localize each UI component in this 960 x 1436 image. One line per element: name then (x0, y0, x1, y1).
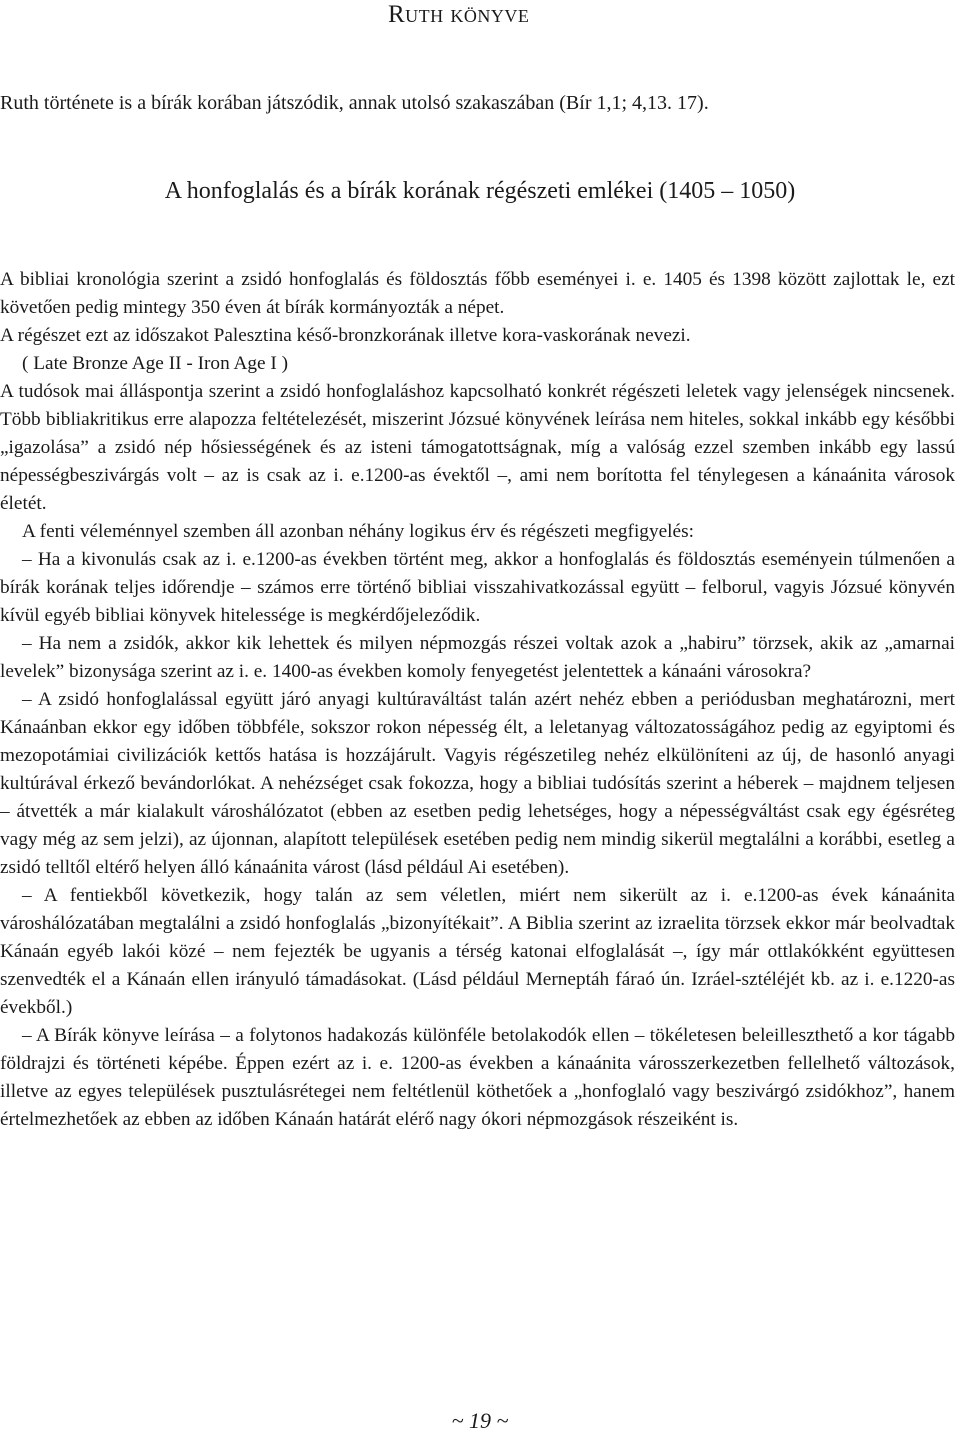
paragraph-argument-exodus: – Ha a kivonulás csak az i. e.1200-as években történt meg, akkor a honfoglalás és földosztás eseményein túlmenően a bírák korának teljes időrendje – számos erre történő bibliai visszahivatkozással együtt – felborul, vagyis Józsué könyvén kívül egyéb bibliai könyvek hitelessége is megkérdőjeleződik. (0, 549, 955, 626)
paragraph-archaeology-period: A régészet ezt az időszakot Palesztina késő-bronzkorának illetve kora-vaskorának nevezi. (0, 325, 691, 346)
page-number: ~ 19 ~ (451, 1408, 509, 1433)
paragraph-chronology: A bibliai kronológia szerint a zsidó honfoglalás és földosztás főbb eseményei i. e. 1405 és 1398 között zajlottak le, ezt követően pedig mintegy 350 éven át bírák kormányozták a népet. (0, 269, 955, 318)
intro-paragraph: Ruth története is a bírák korában játszódik, annak utolsó szakaszában (Bír 1,1; 4,13. 17). (0, 92, 709, 114)
body-text (0, 266, 955, 1134)
paragraph-argument-habiru: – Ha nem a zsidók, akkor kik lehettek és milyen népmozgás részei voltak azok a „habiru” törzsek, akik az „amarnai levelek” bizonysága szerint az i. e. 1400-as években komoly fenyegetést jelentettek a kánaáni városokra? (0, 633, 955, 682)
paragraph-argument-evidence: – A fentiekből következik, hogy talán az sem véletlen, miért nem sikerült az i. e.1200-as évek kánaánita városhálózatában megtalálni a zsidó honfoglalás „bizonyítékait”. A Biblia szerint az izraelita törzsek ekkor már beolvadtak Kánaán egyéb lakói közé – nem fejezték be ugyanis a térség katonai elfoglalását –, így már ottlakókként együttesen szenvedték el a Kánaán ellen irányuló támadásokat. (Lásd például Merneptáh fáraó ún. Izráel-sztéléjét kb. az i. e.1220-as évekből.) (0, 885, 955, 1018)
paragraph-counter-arguments: A fenti véleménnyel szemben áll azonban néhány logikus érv és régészeti megfigyelés: (22, 521, 694, 542)
paragraph-argument-judges: – A Bírák könyve leírása – a folytonos hadakozás különféle betolakodók ellen – tökéletesen beleilleszthető a kor tágabb földrajzi és történeti képébe. Éppen ezért az i. e. 1200-as években a kánaánita városszerkezetben fellelhető változások, illetve az egyes települések pusztulásrétegei nem feltétlenül köthetőek a „honfoglaló vagy beszivárgó zsidókhoz”, hanem értelmezhetőek az ebben az időben Kánaán határát elérő nagy ókori népmozgások részeiként is. (0, 1025, 955, 1130)
section-heading: A honfoglalás és a bírák korának régészeti emlékei (1405 – 1050) (164, 178, 796, 204)
running-title: Ruth könyve (388, 1, 530, 28)
paragraph-period-english: ( Late Bronze Age II - Iron Age I ) (22, 353, 289, 374)
paragraph-scholars-view: A tudósok mai álláspontja szerint a zsidó honfoglaláshoz kapcsolható konkrét régészeti leletek vagy jelenségek nincsenek. Több bibliakritikus erre alapozza feltételezését, miszerint Józsué könyvének leírása nem hiteles, sokkal inkább egy későbbi „igazolása” a zsidó nép hősiességének és az isteni támogatottságnak, míg a valóság ezzel szemben inkább egy lassú népességbeszivárgás volt – az is csak az i. e.1200-as évektől –, ami nem borította fel ténylegesen a kánaánita városok életét. (0, 381, 955, 514)
paragraph-argument-culture: – A zsidó honfoglalással együtt járó anyagi kultúraváltást talán azért nehéz ebben a periódusban meghatározni, mert Kánaánban ekkor egy időben többféle, sokszor rokon népesség élt, a leletanyag változatosságához pedig az egyiptomi és mezopotámiai civilizációk kettős hatása is hozzájárult. Vagyis régészetileg nehéz elkülöníteni az új, de hasonló anyagi kultúrával érkező bevándorlókat. A nehézséget csak fokozza, hogy a bibliai tudósítás szerint a héberek – majdnem teljesen – átvették a már kialakult városhálózatot (ebben az esetben pedig lehetséges, hogy a népességváltást csak egy égésréteg vagy még az sem jelzi), az újonnan, alapított települések esetében pedig nem mindig sikerül megtalálni a korábbi, esetleg a zsidó telltől eltérő helyen álló kánaánita várost (lásd például Ai esetében). (0, 689, 955, 878)
